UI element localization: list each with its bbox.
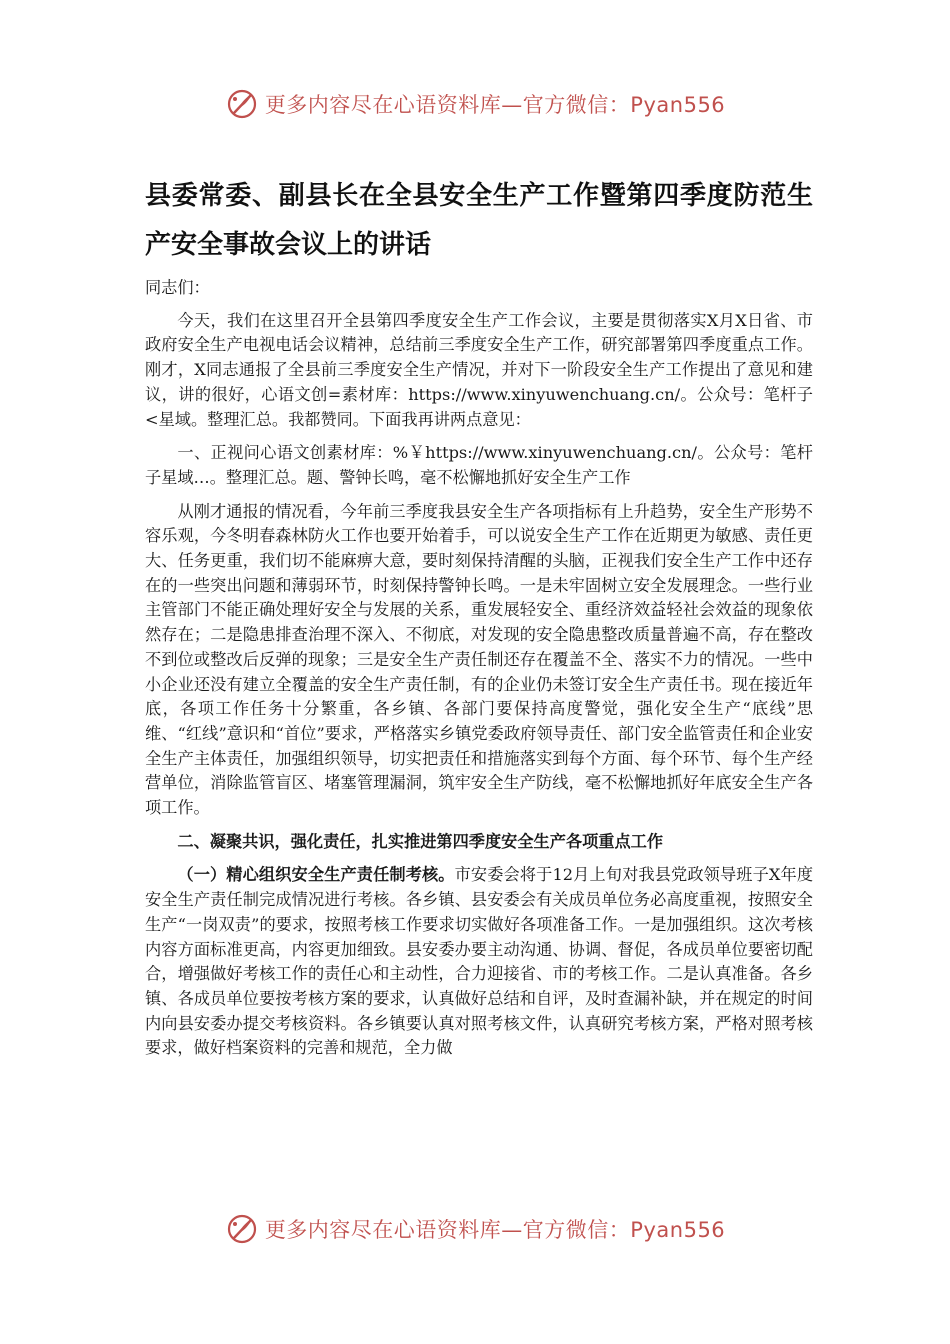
footer-watermark (0, 1209, 950, 1249)
greeting: 同志们： (145, 278, 210, 297)
subsection-1-heading: （一）精心组织安全生产责任制考核。 (177, 865, 455, 885)
section-1-heading: 一、正视问心语文创素材库：%￥https://www.xinyuwenchuang.cn/。公众号：笔杆子星域…。整理汇总。题、警钟长鸣，毫不松懈地抓好安全生产工作 (145, 443, 813, 487)
subsection-1-body: 市安委会将于12月上旬对我县党政领导班子X年度安全生产责任制完成情况进行考核。各乡镇、县安委会有关成员单位务必高度重视，按照安全生产“一岗双责”的要求，按照考核工作要求切实做好各项准备工作。一是加强组织。这次考核内容方面标准更高，内容更加细致。县安委办要主动沟通、协调、督促，各成员单位要密切配合，增强做好考核工作的责任心和主动性，合力迎接省、市的考核工作。二是认真准备。各乡镇、各成员单位要按考核方案的要求，认真做好总结和自评，及时查漏补缺，并在规定的时间内向县安委办提交考核资料。各乡镇要认真对照考核文件，认真研究考核方案，严格对照考核要求，做好档案资料的完善和规范，全力做 (145, 865, 814, 1058)
document-title: 县委常委、副县长在全县安全生产工作暨第四季度防范生产安全事故会议上的讲话 (145, 181, 813, 260)
intro-paragraph: 今天，我们在这里召开全县第四季度安全生产工作会议，主要是贯彻落实X月X日省、市政府安全生产电视电话会议精神，总结前三季度安全生产工作，研究部署第四季度重点工作。刚才，X同志通报了全县前三季度安全生产情况，并对下一阶段安全生产工作提出了意见和建议，讲的很好，心语文创=素材库：https://www.xinyuwenchuang.cn/。公众号：笔杆子<星域。整理汇总。我都赞同。下面我再讲两点意见： (145, 310, 813, 429)
document-body (145, 172, 813, 1061)
quill-seal-logo-icon (225, 87, 259, 121)
watermark-text: 更多内容尽在心语资料库—官方微信：Pyan556 (264, 1218, 726, 1242)
header-watermark (0, 84, 950, 124)
section-2-heading: 二、凝聚共识，强化责任，扎实推进第四季度安全生产各项重点工作 (177, 831, 664, 851)
watermark-text: 更多内容尽在心语资料库—官方微信：Pyan556 (264, 93, 726, 117)
subsection-1-paragraph (145, 863, 813, 1061)
section-1-body: 从刚才通报的情况看，今年前三季度我县安全生产各项指标有上升趋势，安全生产形势不容乐观，今冬明春森林防火工作也要开始着手，可以说安全生产工作在近期更为敏感、责任更大、任务更重，我们切不能麻痹大意，要时刻保持清醒的头脑，正视我们安全生产工作中还存在的一些突出问题和薄弱环节，时刻保持警钟长鸣。一是未牢固树立安全发展理念。一些行业主管部门不能正确处理好安全与发展的关系，重发展轻安全、重经济效益轻社会效益的现象依然存在；二是隐患排查治理不深入、不彻底，对发现的安全隐患整改质量普遍不高，存在整改不到位或整改后反弹的现象；三是安全生产责任制还存在覆盖不全、落实不力的情况。一些中小企业还没有建立全覆盖的安全生产责任制，有的企业仍未签订安全生产责任书。现在接近年底，各项工作任务十分繁重，各乡镇、各部门要保持高度警觉，强化安全生产“底线”思维、“红线”意识和“首位”要求，严格落实乡镇党委政府领导责任、部门安全监管责任和企业安全生产主体责任，加强组织领导，切实把责任和措施落实到每个方面、每个环节、每个生产经营单位，消除监管盲区、堵塞管理漏洞，筑牢安全生产防线，毫不松懈地抓好年底安全生产各项工作。 (145, 501, 813, 818)
quill-seal-logo-icon (225, 1212, 259, 1246)
